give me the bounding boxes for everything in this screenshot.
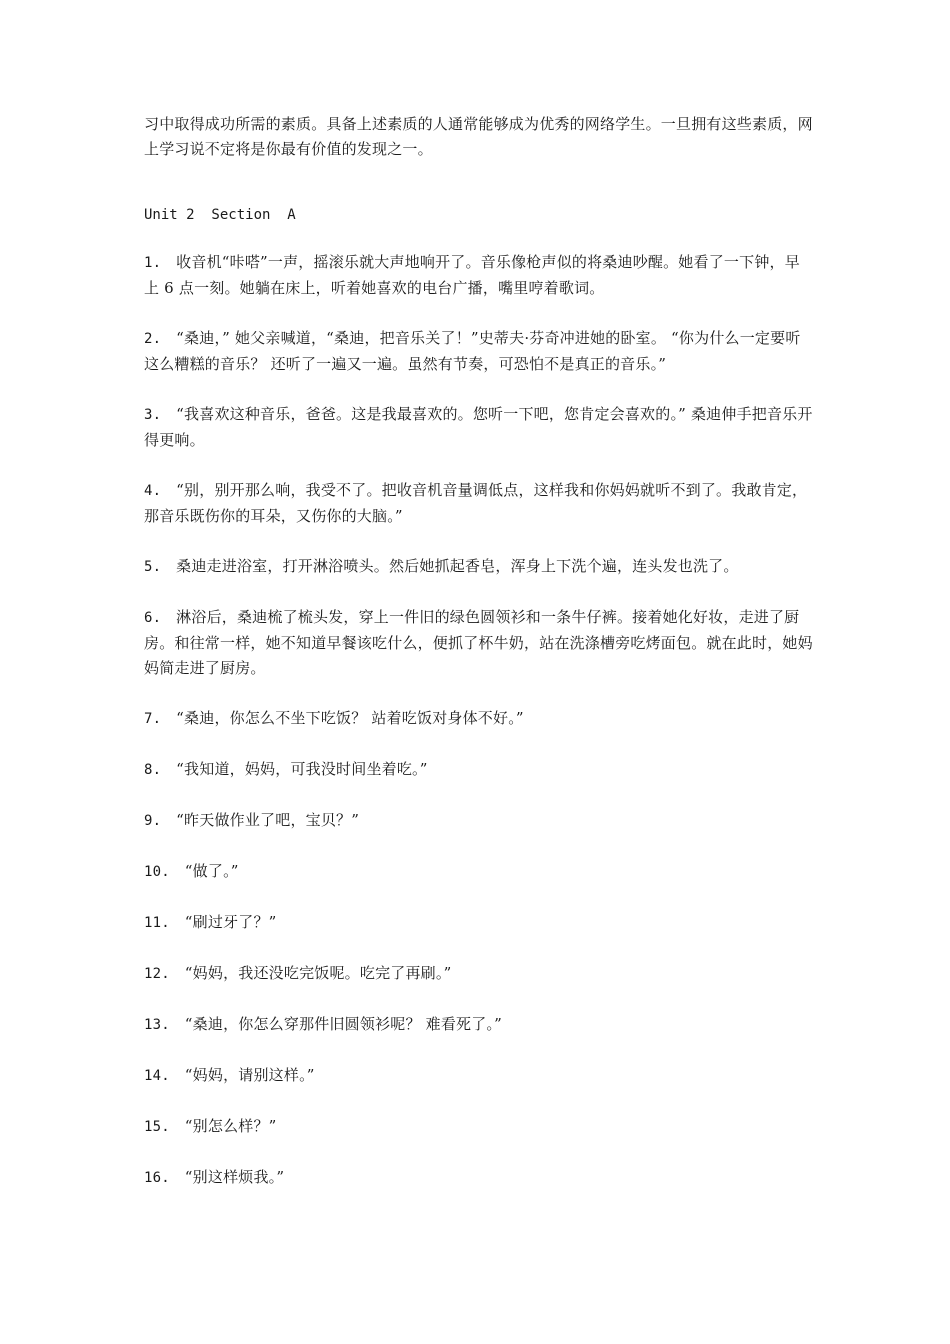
numbered-paragraph	[144, 808, 814, 834]
paragraph-number: 15.	[144, 1119, 170, 1135]
numbered-paragraph	[144, 250, 814, 301]
paragraph-number: 5.	[144, 559, 162, 575]
paragraph-number: 6.	[144, 610, 162, 626]
paragraph-text: “妈妈，我还没吃完饭呢。吃完了再刷。”	[184, 964, 452, 982]
paragraph-list	[144, 250, 814, 1191]
numbered-paragraph	[144, 326, 814, 377]
paragraph-number: 1.	[144, 255, 162, 271]
paragraph-text: “我喜欢这种音乐，爸爸。这是我最喜欢的。您听一下吧，您肯定会喜欢的。” 桑迪伸手把音乐开得更响。	[144, 405, 813, 449]
paragraph-text: 收音机“咔嗒”一声，摇滚乐就大声地响开了。音乐像枪声似的将桑迪吵醒。她看了一下钟，早上 6 点一刻。她躺在床上，听着她喜欢的电台广播，嘴里哼着歌词。	[144, 253, 800, 297]
numbered-paragraph	[144, 1165, 814, 1191]
paragraph-text: 桑迪走进浴室，打开淋浴喷头。然后她抓起香皂，浑身上下洗个遍，连头发也洗了。	[176, 557, 739, 575]
paragraph-text: “桑迪，” 她父亲喊道，“桑迪，把音乐关了！”史蒂夫·芬奇冲进她的卧室。 “你为什么一定要听这么糟糕的音乐？ 还听了一遍又一遍。虽然有节奏，可恐怕不是真正的音乐。”	[144, 329, 801, 373]
paragraph-text: “我知道，妈妈，可我没时间坐着吃。”	[176, 760, 428, 778]
paragraph-text: “妈妈，请别这样。”	[184, 1066, 315, 1084]
numbered-paragraph	[144, 605, 814, 681]
paragraph-text: “别怎么样？”	[184, 1117, 277, 1135]
numbered-paragraph	[144, 554, 814, 580]
section-heading: Unit 2 Section A	[144, 207, 296, 223]
paragraph-number: 14.	[144, 1068, 170, 1084]
paragraph-text: “别这样烦我。”	[184, 1168, 285, 1186]
numbered-paragraph	[144, 1063, 814, 1089]
paragraph-number: 13.	[144, 1017, 170, 1033]
paragraph-number: 9.	[144, 813, 162, 829]
paragraph-number: 4.	[144, 483, 162, 499]
paragraph-text: “做了。”	[184, 862, 239, 880]
numbered-paragraph	[144, 757, 814, 783]
numbered-paragraph	[144, 859, 814, 885]
paragraph-number: 2.	[144, 331, 162, 347]
paragraph-number: 3.	[144, 407, 162, 423]
paragraph-number: 8.	[144, 762, 162, 778]
paragraph-text: “别，别开那么响，我受不了。把收音机音量调低点，这样我和你妈妈就听不到了。我敢肯定，那音乐既伤你的耳朵，又伤你的大脑。”	[144, 481, 808, 525]
numbered-paragraph	[144, 402, 814, 453]
numbered-paragraph	[144, 1012, 814, 1038]
paragraph-number: 10.	[144, 864, 170, 880]
numbered-paragraph	[144, 1114, 814, 1140]
paragraph-number: 7.	[144, 711, 162, 727]
paragraph-number: 16.	[144, 1170, 170, 1186]
paragraph-number: 11.	[144, 915, 170, 931]
numbered-paragraph	[144, 910, 814, 936]
numbered-paragraph	[144, 478, 814, 529]
paragraph-text: “刷过牙了？”	[184, 913, 277, 931]
paragraph-text: “昨天做作业了吧，宝贝？”	[176, 811, 360, 829]
paragraph-text: “桑迪，你怎么不坐下吃饭？ 站着吃饭对身体不好。”	[176, 709, 524, 727]
intro-paragraph: 习中取得成功所需的素质。具备上述素质的人通常能够成为优秀的网络学生。一旦拥有这些素质，网上学习说不定将是你最有价值的发现之一。	[144, 115, 813, 158]
numbered-paragraph	[144, 706, 814, 732]
paragraph-text: 淋浴后，桑迪梳了梳头发，穿上一件旧的绿色圆领衫和一条牛仔裤。接着她化好妆，走进了厨房。和往常一样，她不知道早餐该吃什么，便抓了杯牛奶，站在洗涤槽旁吃烤面包。就在此时，她妈妈简走进了厨房。	[144, 608, 813, 677]
paragraph-text: “桑迪，你怎么穿那件旧圆领衫呢？ 难看死了。”	[184, 1015, 503, 1033]
document-page	[144, 112, 814, 1216]
paragraph-number: 12.	[144, 966, 170, 982]
numbered-paragraph	[144, 961, 814, 987]
